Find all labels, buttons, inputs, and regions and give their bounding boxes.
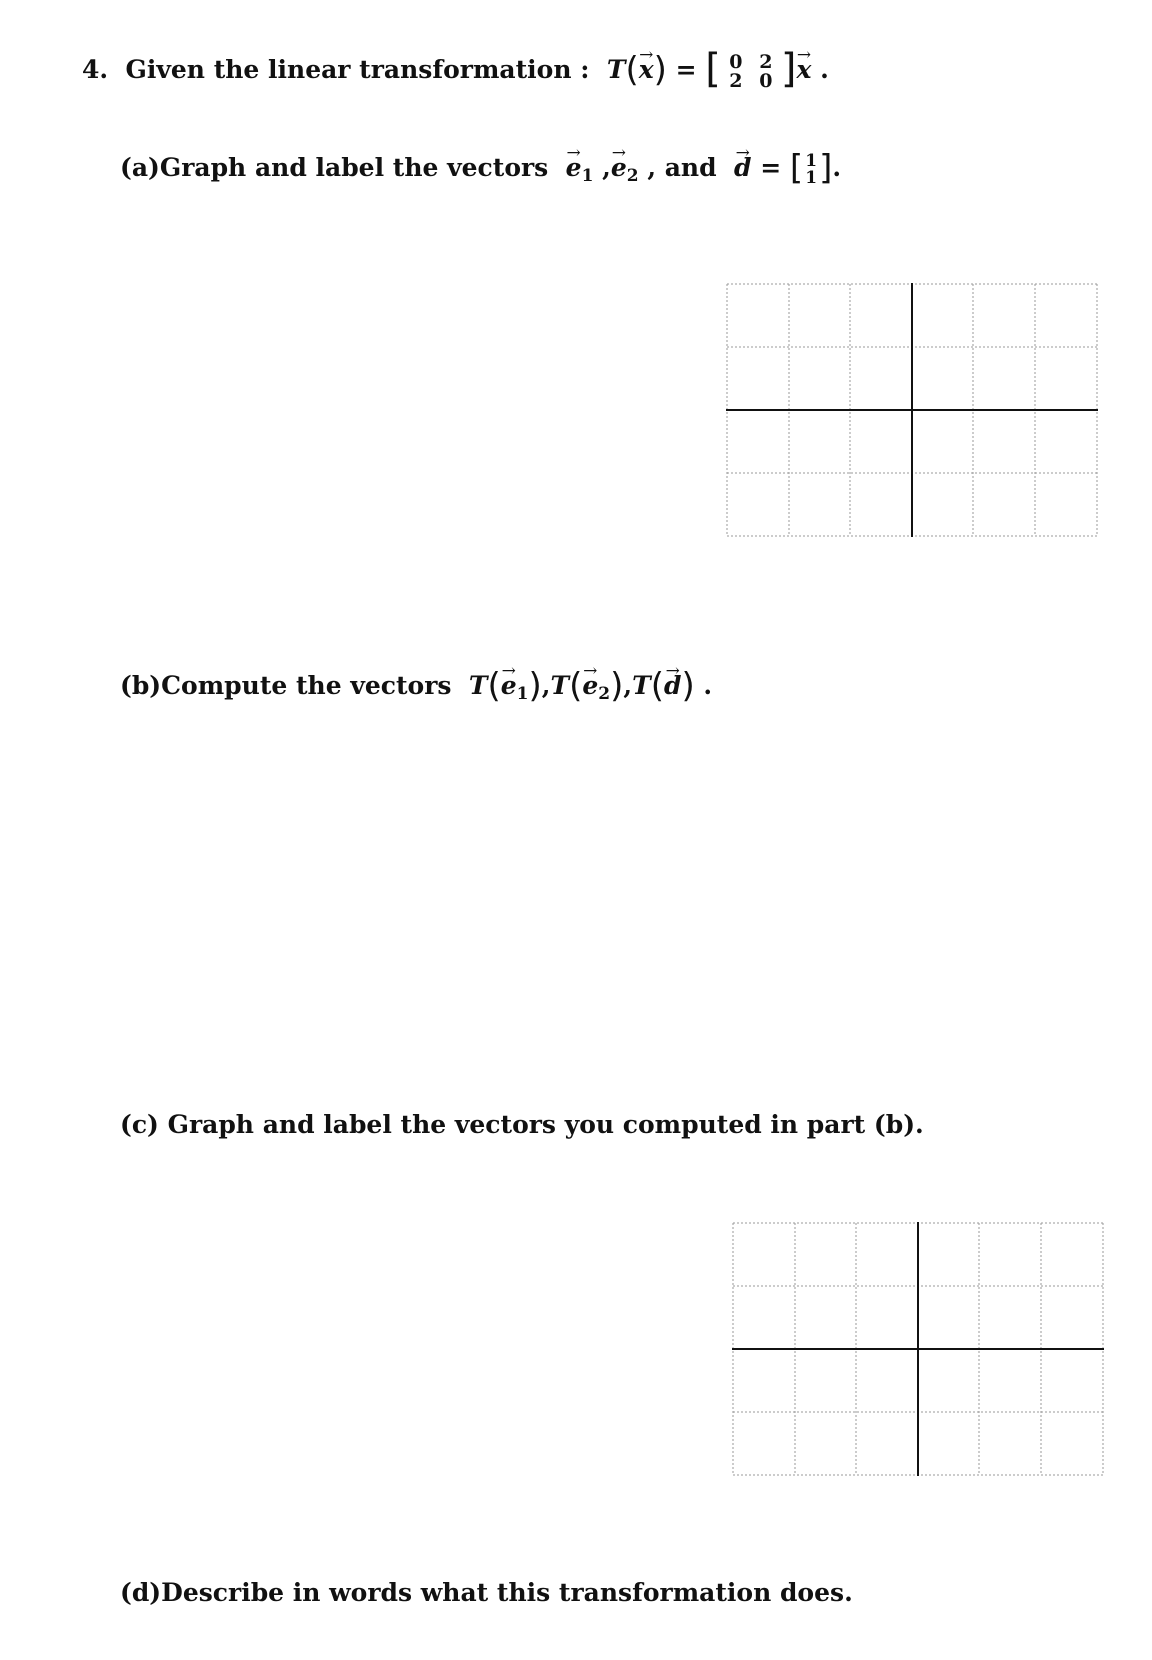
period: . <box>832 153 842 182</box>
part-a-question: (a)Graph and label the vectors → $e_1$ ,→ $e_2$ , and → d = [ 1 1 ]. <box>120 150 841 187</box>
x-vector: → x <box>639 55 654 85</box>
subscript-2: 2 <box>598 684 611 704</box>
part-c-question <box>120 1110 924 1140</box>
matrix-entry: 0 <box>729 50 743 73</box>
part-d-text: Describe in words what this transformation does. <box>161 1578 853 1607</box>
d-entry: 1 <box>805 167 818 188</box>
transformation-matrix <box>721 50 781 92</box>
equals-sign: = <box>760 153 782 182</box>
matrix-entry: 2 <box>729 69 743 92</box>
problem-statement: 4. Given the linear transformation : T(→ x) = [ 0 2 2 0 ]→ x . <box>82 50 829 91</box>
function-name: T <box>606 55 626 84</box>
part-c-text: Graph and label the vectors you computed in part (b). <box>167 1110 924 1139</box>
part-b-question: (b)Compute the vectors $T(\to e_1),T(\to e_2),T(\to d)$ . <box>120 668 712 704</box>
part-a-label: (a) <box>120 153 160 182</box>
period: . <box>820 55 829 84</box>
d-vector: → d <box>734 153 751 183</box>
part-a-text: Graph and label the vectors <box>159 153 549 182</box>
comma: , <box>602 153 611 182</box>
subscript-1: 1 <box>581 166 594 186</box>
problem-intro: Given the linear transformation : <box>125 55 590 84</box>
matrix-entry: 0 <box>759 69 773 92</box>
part-b-text: Compute the vectors <box>161 671 452 700</box>
part-c-label: (c) <box>120 1110 159 1139</box>
function-name: T <box>550 671 570 700</box>
d-vector: → d <box>664 671 681 701</box>
matrix-entry: 2 <box>759 50 773 73</box>
period: . <box>703 671 713 700</box>
e2-vector: → e <box>611 153 627 183</box>
function-name: T <box>632 671 651 700</box>
and-text: , and <box>647 153 717 182</box>
coordinate-grid-c[interactable] <box>732 1222 1104 1476</box>
subscript-1: 1 <box>516 684 529 704</box>
equals-sign: = <box>675 55 697 84</box>
function-name: T <box>468 671 488 700</box>
problem-number: 4. <box>82 55 109 84</box>
subscript-2: 2 <box>626 166 639 186</box>
x-vector: → x <box>797 55 812 85</box>
d-vector-column <box>803 150 819 188</box>
part-b-label: (b) <box>120 671 162 700</box>
e1-vector: → e <box>501 671 517 701</box>
part-d-question <box>120 1578 853 1608</box>
e2-vector: → e <box>582 671 598 701</box>
d-entry: 1 <box>805 150 818 171</box>
e1-vector: → e <box>566 153 582 183</box>
part-d-label: (d) <box>120 1578 162 1607</box>
coordinate-grid-a[interactable] <box>726 283 1098 537</box>
